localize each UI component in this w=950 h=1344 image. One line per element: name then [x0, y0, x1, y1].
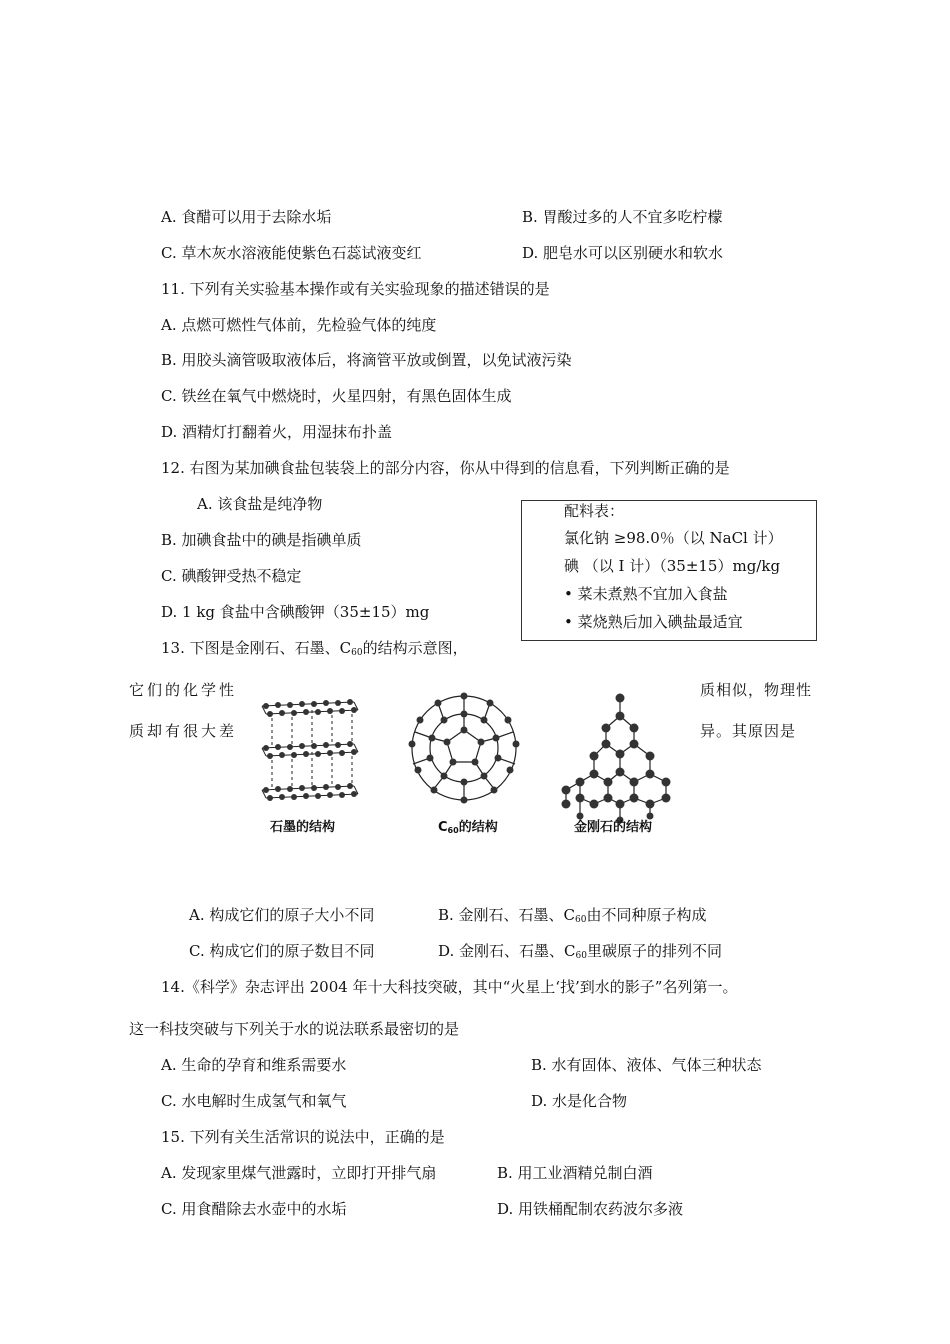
q13-option-b-text-end: 由不同种原子构成 — [586, 906, 707, 924]
q13-option-d-subscript: 60 — [575, 951, 587, 961]
q12-option-a: A. 该食盐是纯净物 — [197, 495, 323, 513]
label-line-tip-2: • 菜烧熟后加入碘盐最适宜 — [564, 613, 743, 631]
q11-option-c: C. 铁丝在氧气中燃烧时，火星四射，有黑色固体生成 — [161, 387, 512, 405]
q15-option-d: D. 用铁桶配制农药波尔多液 — [497, 1200, 684, 1218]
q14-option-a: A. 生命的孕育和维系需要水 — [161, 1056, 347, 1074]
caption-graphite: 石墨的结构 — [270, 820, 336, 835]
q13-option-d-text: D. 金刚石、石墨、C — [438, 942, 576, 960]
q15-option-b: B. 用工业酒精兑制白酒 — [497, 1164, 653, 1182]
q13-option-d — [438, 941, 722, 966]
salt-label-box — [521, 500, 817, 641]
caption-c60-subscript: 60 — [447, 826, 459, 835]
graphite-interlayer-bonds — [272, 708, 352, 790]
q12-option-d: D. 1 kg 食盐中含碘酸钾（35±15）mg — [161, 603, 430, 621]
caption-c60 — [438, 816, 498, 835]
q13-text-right-1: 质相似，物理性 — [700, 681, 813, 699]
q13-option-c: C. 构成它们的原子数目不同 — [189, 942, 375, 960]
c60-structure-drawing — [409, 693, 520, 804]
q13-option-d-text-end: 里碳原子的排列不同 — [586, 942, 722, 960]
q13-option-a: A. 构成它们的原子大小不同 — [189, 906, 375, 924]
label-line-tip-1: • 菜未煮熟不宜加入食盐 — [564, 585, 728, 603]
q13-text-right-2: 异。其原因是 — [700, 722, 797, 740]
q13-option-b-subscript: 60 — [575, 915, 587, 925]
q13-stem-subscript: 60 — [351, 648, 363, 658]
diamond-structure-drawing — [562, 694, 671, 824]
q13-text-left-1: 它们的化学性 — [129, 681, 238, 699]
q11-option-b: B. 用胶头滴管吸取液体后，将滴管平放或倒置，以免试液污染 — [161, 351, 572, 369]
q14-option-b: B. 水有固体、液体、气体三种状态 — [531, 1056, 762, 1074]
caption-diamond: 金刚石的结构 — [574, 820, 653, 835]
q15-option-c: C. 用食醋除去水壶中的水垢 — [161, 1200, 347, 1218]
q14-option-d: D. 水是化合物 — [531, 1092, 628, 1110]
q12-option-b: B. 加碘食盐中的碘是指碘单质 — [161, 531, 362, 549]
q14-stem-line-2: 这一科技突破与下列关于水的说法联系最密切的是 — [129, 1020, 460, 1038]
label-line-iodine: 碘 （以 I 计）（35±15）mg/kg — [564, 557, 781, 575]
graphite-structure-drawing — [262, 699, 358, 801]
q12-option-c: C. 碘酸钾受热不稳定 — [161, 567, 302, 585]
q14-option-c: C. 水电解时生成氢气和氧气 — [161, 1092, 347, 1110]
q10-option-d: D. 肥皂水可以区别硬水和软水 — [522, 244, 724, 262]
q14-stem-line-1: 14.《科学》杂志评出 2004 年十大科技突破，其中“火星上‘找’到水的影子”名列第一。 — [161, 978, 738, 996]
q15-option-a: A. 发现家里煤气泄露时，立即打开排气扇 — [161, 1164, 437, 1182]
q11-option-a: A. 点燃可燃性气体前，先检验气体的纯度 — [161, 316, 437, 334]
q10-option-c: C. 草木灰水溶液能使紫色石蕊试液变红 — [161, 244, 422, 262]
q12-stem: 12. 右图为某加碘食盐包装袋上的部分内容，你从中得到的信息看，下列判断正确的是 — [161, 459, 730, 477]
graphite-atoms — [263, 699, 357, 801]
carbon-structures-figure — [258, 686, 688, 836]
q11-option-d: D. 酒精灯打翻着火，用湿抹布扑盖 — [161, 423, 393, 441]
caption-c60-text: 的结构 — [458, 820, 498, 835]
q13-option-b — [438, 905, 707, 930]
label-line-sodium-chloride: 氯化钠 ≥98.0％（以 NaCl 计） — [564, 529, 783, 547]
q13-text-left-2: 质却有很大差 — [129, 722, 238, 740]
diamond-atoms — [562, 694, 671, 824]
q13-stem-text-end: 的结构示意图， — [362, 639, 468, 657]
q13-stem — [161, 638, 468, 663]
q10-option-a: A. 食醋可以用于去除水垢 — [161, 208, 332, 226]
q10-option-b: B. 胃酸过多的人不宜多吃柠檬 — [522, 208, 723, 226]
q13-stem-text: 13. 下图是金刚石、石墨、C — [161, 639, 352, 657]
q11-stem: 11. 下列有关实验基本操作或有关实验现象的描述错误的是 — [161, 280, 550, 298]
q13-option-b-text: B. 金刚石、石墨、C — [438, 906, 576, 924]
carbon-structures-drawing — [258, 686, 688, 836]
q15-stem: 15. 下列有关生活常识的说法中，正确的是 — [161, 1128, 445, 1146]
label-title: 配料表： — [564, 502, 625, 520]
caption-c60-symbol: C — [438, 820, 448, 835]
